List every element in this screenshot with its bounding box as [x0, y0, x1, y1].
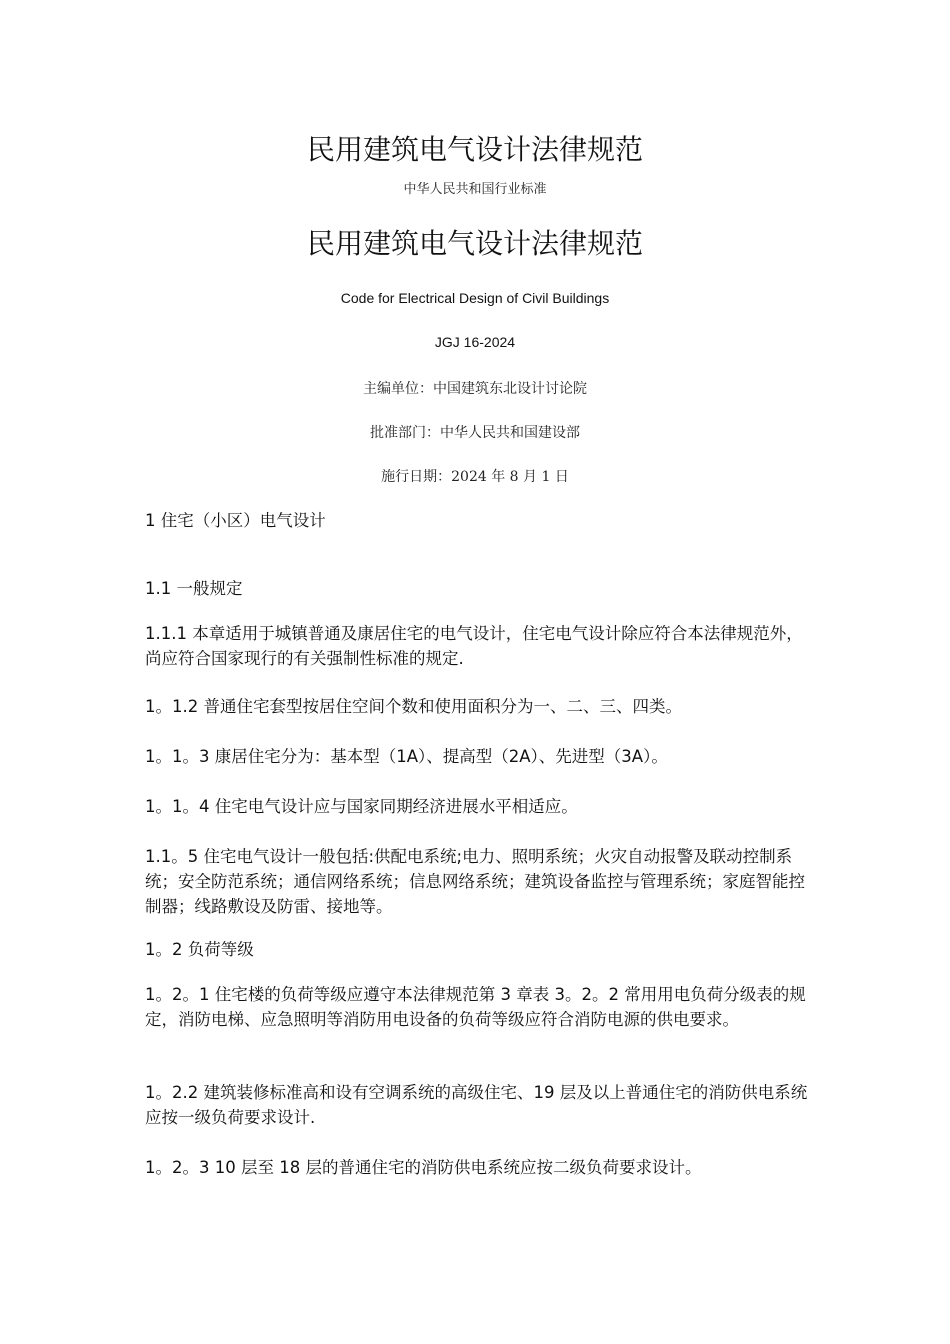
effective-date: 施行日期：2024 年 8 月 1 日	[381, 469, 569, 485]
editor-unit: 主编单位：中国建筑东北设计讨论院	[363, 381, 587, 397]
paragraph-1-2-2: 1。2.2 建筑装修标准高和设有空调系统的高级住宅、19 层及以上普通住宅的消防供电系统应按一级负荷要求设计.	[145, 1083, 808, 1127]
paragraph-1-1-5: 1.1。5 住宅电气设计一般包括:供配电系统;电力、照明系统；火灾自动报警及联动控制系统；安全防范系统；通信网络系统；信息网络系统；建筑设备监控与管理系统；家庭智能控制器；线路敷设及防雷、接地等。	[145, 847, 805, 916]
section-heading: 1。2 负荷等级	[145, 940, 254, 959]
section-heading: 1.1 一般规定	[145, 579, 243, 598]
main-title: 民用建筑电气设计法律规范	[306, 227, 643, 260]
english-title: Code for Electrical Design of Civil Buildings	[340, 290, 610, 306]
paragraph-1-2-3: 1。2。3 10 层至 18 层的普通住宅的消防供电系统应按二级负荷要求设计。	[145, 1158, 702, 1177]
approval-department: 批准部门：中华人民共和国建设部	[370, 425, 580, 441]
top-title: 民用建筑电气设计法律规范	[306, 133, 643, 166]
paragraph-1-1-3: 1。1。3 康居住宅分为：基本型（1A）、提高型（2A）、先进型（3A）。	[145, 747, 668, 766]
paragraph-1-1-1: 1.1.1 本章适用于城镇普通及康居住宅的电气设计，住宅电气设计除应符合本法律规范外，尚应符合国家现行的有关强制性标准的规定.	[145, 624, 803, 668]
paragraph-1-1-4: 1。1。4 住宅电气设计应与国家同期经济进展水平相适应。	[145, 797, 578, 816]
paragraph-1-2-1: 1。2。1 住宅楼的负荷等级应遵守本法律规范第 3 章表 3。2。2 常用用电负荷分级表的规定，消防电梯、应急照明等消防用电设备的负荷等级应符合消防电源的供电要求。	[145, 985, 806, 1029]
industry-standard-label: 中华人民共和国行业标准	[403, 182, 547, 197]
chapter-heading: 1 住宅（小区）电气设计	[145, 511, 326, 530]
paragraph-1-1-2: 1。1.2 普通住宅套型按居住空间个数和使用面积分为一、二、三、四类。	[145, 697, 682, 716]
code-number: JGJ 16-2024	[434, 334, 516, 350]
